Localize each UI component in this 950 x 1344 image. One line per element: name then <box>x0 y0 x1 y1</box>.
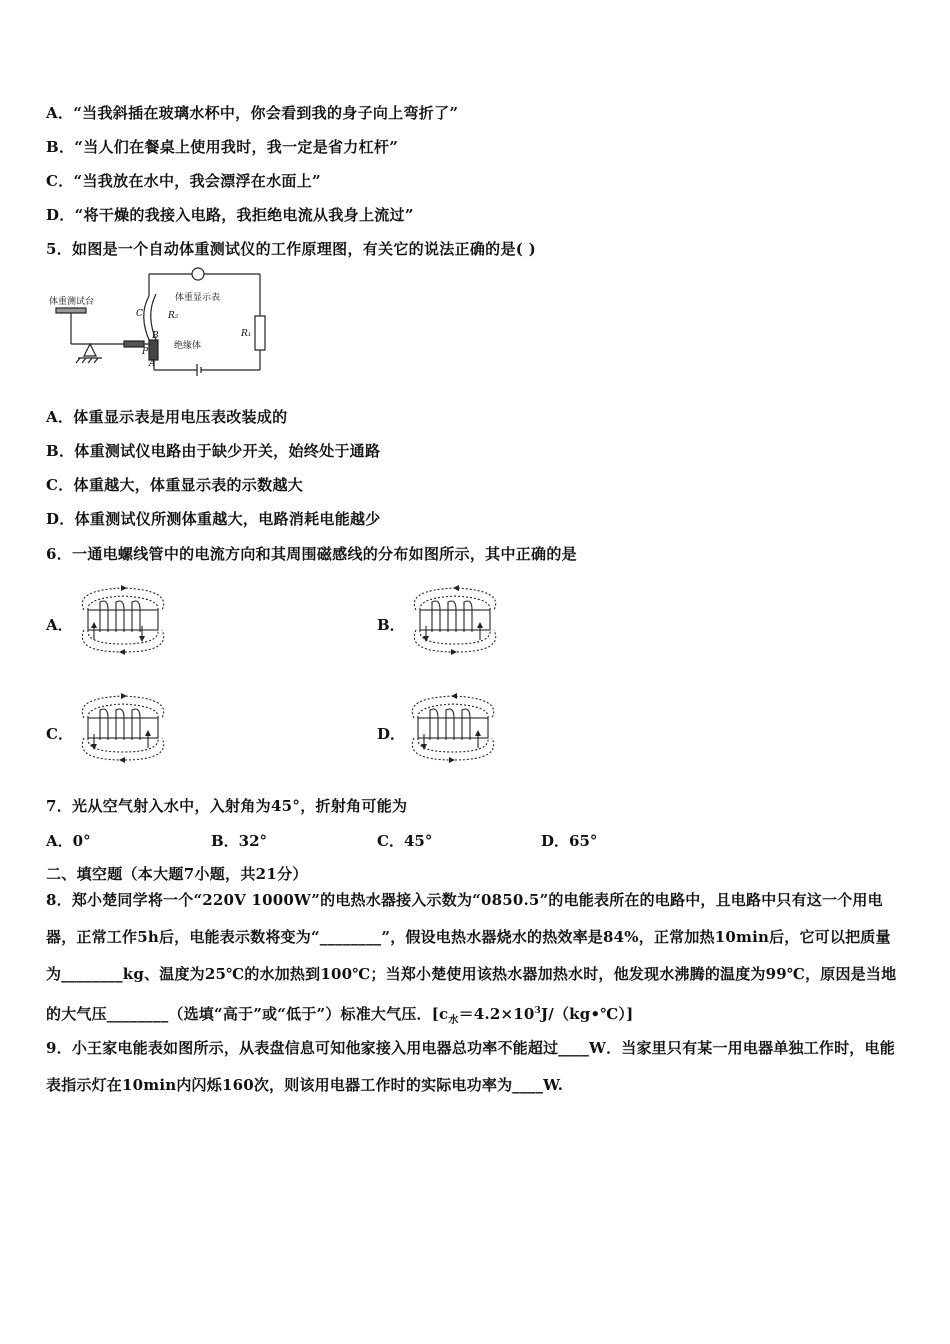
q6-label-a: A． <box>46 616 73 634</box>
q5-stem: 5．如图是一个自动体重测试仪的工作原理图，有关它的说法正确的是( ) <box>46 240 537 258</box>
figure-label-r1: R₁ <box>241 329 252 339</box>
section-2-heading: 二、填空题（本大题7小题，共21分） <box>46 865 308 883</box>
q6-stem: 6．一通电螺线管中的电流方向和其周围磁感线的分布如图所示，其中正确的是 <box>46 545 577 563</box>
figure-label-platform: 体重测试台 <box>49 297 95 307</box>
q4-option-d: D．“将干燥的我接入电路，我拒绝电流从我身上流过” <box>46 206 414 224</box>
q7-option-c: C．45° <box>377 832 433 850</box>
solenoid-diagram-a <box>74 582 172 658</box>
figure-label-display: 体重显示表 <box>175 293 221 303</box>
q8-sub-water: 水 <box>448 1015 459 1026</box>
solenoid-diagram-c <box>74 690 172 766</box>
figure-label-r2: R₂ <box>168 311 179 321</box>
q4-option-b: B．“当人们在餐桌上使用我时，我一定是省力杠杆” <box>46 138 399 156</box>
q7-option-a: A．0° <box>46 832 91 850</box>
q8-text-part3: J/（kg•℃）] <box>540 1005 634 1023</box>
solenoid-diagram-b <box>406 582 504 658</box>
q4-option-a: A．“当我斜插在玻璃水杯中，你会看到我的身子向上弯折了” <box>46 104 459 122</box>
q5-option-a: A．体重显示表是用电压表改装成的 <box>46 408 288 426</box>
q7-option-b: B．32° <box>211 832 268 850</box>
solenoid-diagram-d <box>402 690 504 766</box>
q6-label-c: C． <box>46 725 73 743</box>
q6-label-b: B． <box>377 616 405 634</box>
q5-option-b: B．体重测试仪电路由于缺少开关，始终处于通路 <box>46 442 381 460</box>
figure-label-a: A <box>149 359 156 369</box>
q5-option-c: C．体重越大，体重显示表的示数越大 <box>46 476 304 494</box>
q8-sup-exponent: 3 <box>534 1006 541 1016</box>
figure-label-c: C <box>136 309 143 319</box>
q9-text: 9．小王家电能表如图所示，从表盘信息可知他家接入用电器总功率不能超过____W．当家里只有某一用电器单独工作时，电能表指示灯在10min内闪烁160次，则该用电器工作时的实际电功率为____W. <box>46 1039 895 1094</box>
q5-option-d: D．体重测试仪所测体重越大，电路消耗电能越少 <box>46 510 381 528</box>
q8-text <box>46 882 902 1039</box>
q7-stem: 7．光从空气射入水中，入射角为45°，折射角可能为 <box>46 797 408 815</box>
weight-tester-circuit-figure <box>46 266 286 384</box>
figure-label-b: B <box>152 331 159 341</box>
figure-label-insulator: 绝缘体 <box>174 341 202 351</box>
q6-label-d: D． <box>377 725 406 743</box>
figure-label-p: P <box>142 347 149 357</box>
q7-option-d: D．65° <box>541 832 598 850</box>
q8-text-part1: 8．郑小楚同学将一个“220V 1000W”的电热水器接入示数为“0850.5”的电能表所在的电路中，且电路中只有这一个用电器，正常工作5h后，电能表示数将变为“________”，假设电热水器烧水的热效率是84%，正常加热10min后，它可以把质量为________kg、温度为25℃的水加热到100℃；当郑小楚使用该热水器加热水时，他发现水沸腾的温度为99℃，原因是当地的大气压________（选填“高于”或“低于”）标准大气压．[c <box>46 891 897 1023</box>
q8-text-part2: ＝4.2×10 <box>458 1005 535 1023</box>
q4-option-c: C．“当我放在水中，我会漂浮在水面上” <box>46 172 321 190</box>
